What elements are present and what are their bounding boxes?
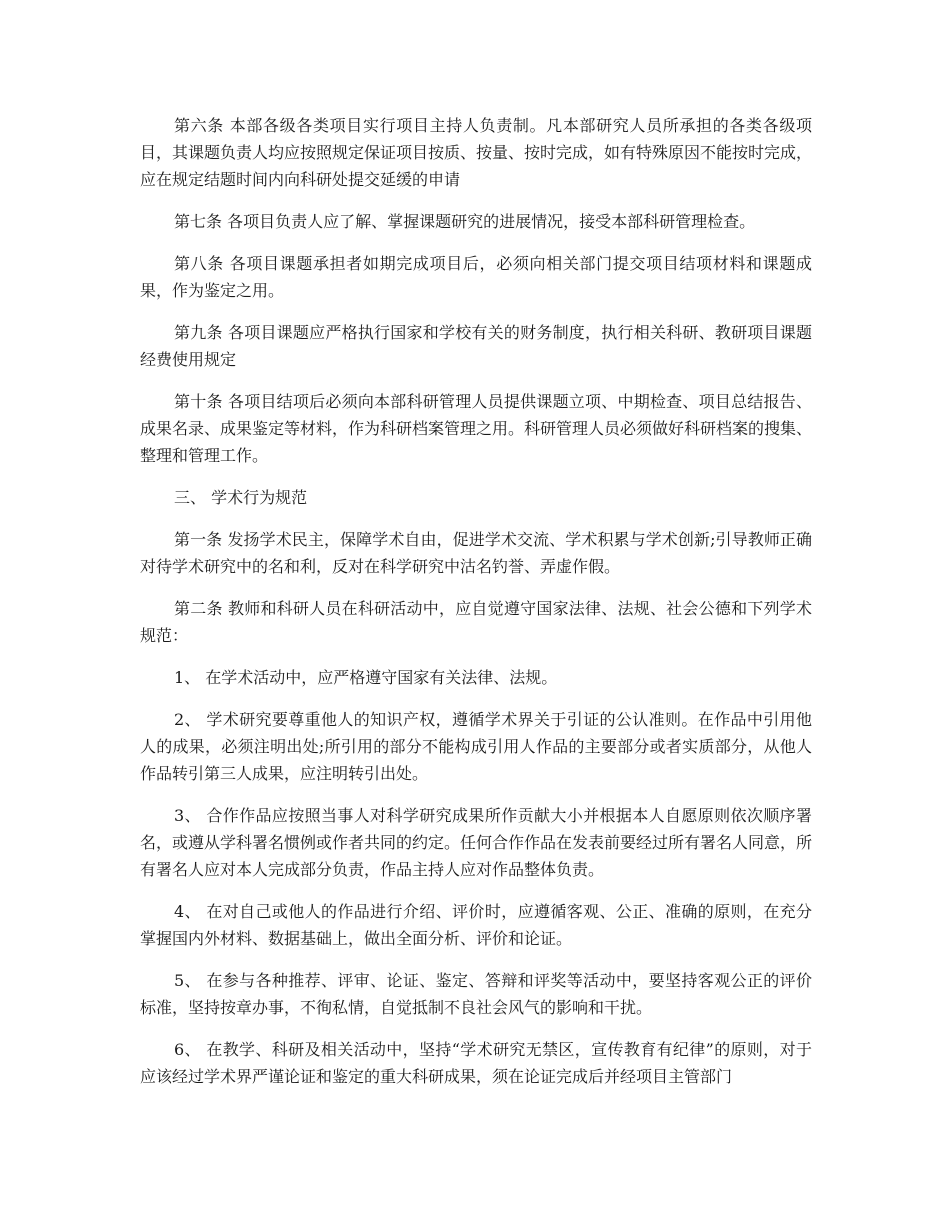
article-10-paragraph: 第十条 各项目结项后必须向本部科研管理人员提供课题立项、中期检查、项目总结报告、成果名录、成果鉴定等材料，作为科研档案管理之用。科研管理人员必须做好科研档案的搜集、整理和管理工作。 [140, 392, 813, 465]
norm-item-1: 1、 在学术活动中，应严格遵守国家有关法律、法规。 [174, 668, 558, 687]
section-heading-academic-conduct: 三、 学术行为规范 [174, 488, 308, 507]
norm-item-6: 6、 在教学、科研及相关活动中，坚持“学术研究无禁区，宣传教育有纪律”的原则，对于应该经过学术界严谨论证和鉴定的重大科研成果，须在论证完成后并经项目主管部门 [140, 1040, 812, 1086]
article-9-paragraph: 第九条 各项目课题应严格执行国家和学校有关的财务制度，执行相关科研、教研项目课题经费使用规定 [140, 323, 812, 369]
article-6-paragraph: 第六条 本部各级各类项目实行项目主持人负责制。凡本部研究人员所承担的各类各级项目，其课题负责人均应按照规定保证项目按质、按量、按时完成，如有特殊原因不能按时完成，应在规定结题时间内向科研处提交延缓的申请 [140, 116, 813, 189]
article-7-paragraph: 第七条 各项目负责人应了解、掌握课题研究的进展情况，接受本部科研管理检查。 [174, 212, 756, 231]
document-page [140, 112, 812, 1105]
norm-item-2: 2、 学术研究要尊重他人的知识产权，遵循学术界关于引证的公认准则。在作品中引用他人的成果，必须注明出处;所引用的部分不能构成引用人作品的主要部分或者实质部分，从他人作品转引第三人成果，应注明转引出处。 [140, 710, 812, 783]
conduct-article-2-paragraph: 第二条 教师和科研人员在科研活动中，应自觉遵守国家法律、法规、社会公德和下列学术规范： [140, 599, 812, 645]
article-8-paragraph: 第八条 各项目课题承担者如期完成项目后，必须向相关部门提交项目结项材料和课题成果，作为鉴定之用。 [140, 254, 812, 300]
conduct-article-1-paragraph: 第一条 发扬学术民主，保障学术自由，促进学术交流、学术积累与学术创新;引导教师正确对待学术研究中的名和利，反对在科学研究中沽名钓誉、弄虚作假。 [140, 530, 812, 576]
norm-item-3: 3、 合作作品应按照当事人对科学研究成果所作贡献大小并根据本人自愿原则依次顺序署名，或遵从学科署名惯例或作者共同的约定。任何合作作品在发表前要经过所有署名人同意，所有署名人应对本人完成部分负责，作品主持人应对作品整体负责。 [140, 806, 813, 879]
norm-item-5: 5、 在参与各种推荐、评审、论证、鉴定、答辩和评奖等活动中，要坚持客观公正的评价标准，坚持按章办事，不徇私情，自觉抵制不良社会风气的影响和干扰。 [140, 971, 812, 1017]
norm-item-4: 4、 在对自己或他人的作品进行介绍、评价时，应遵循客观、公正、准确的原则，在充分掌握国内外材料、数据基础上，做出全面分析、评价和论证。 [140, 902, 812, 948]
